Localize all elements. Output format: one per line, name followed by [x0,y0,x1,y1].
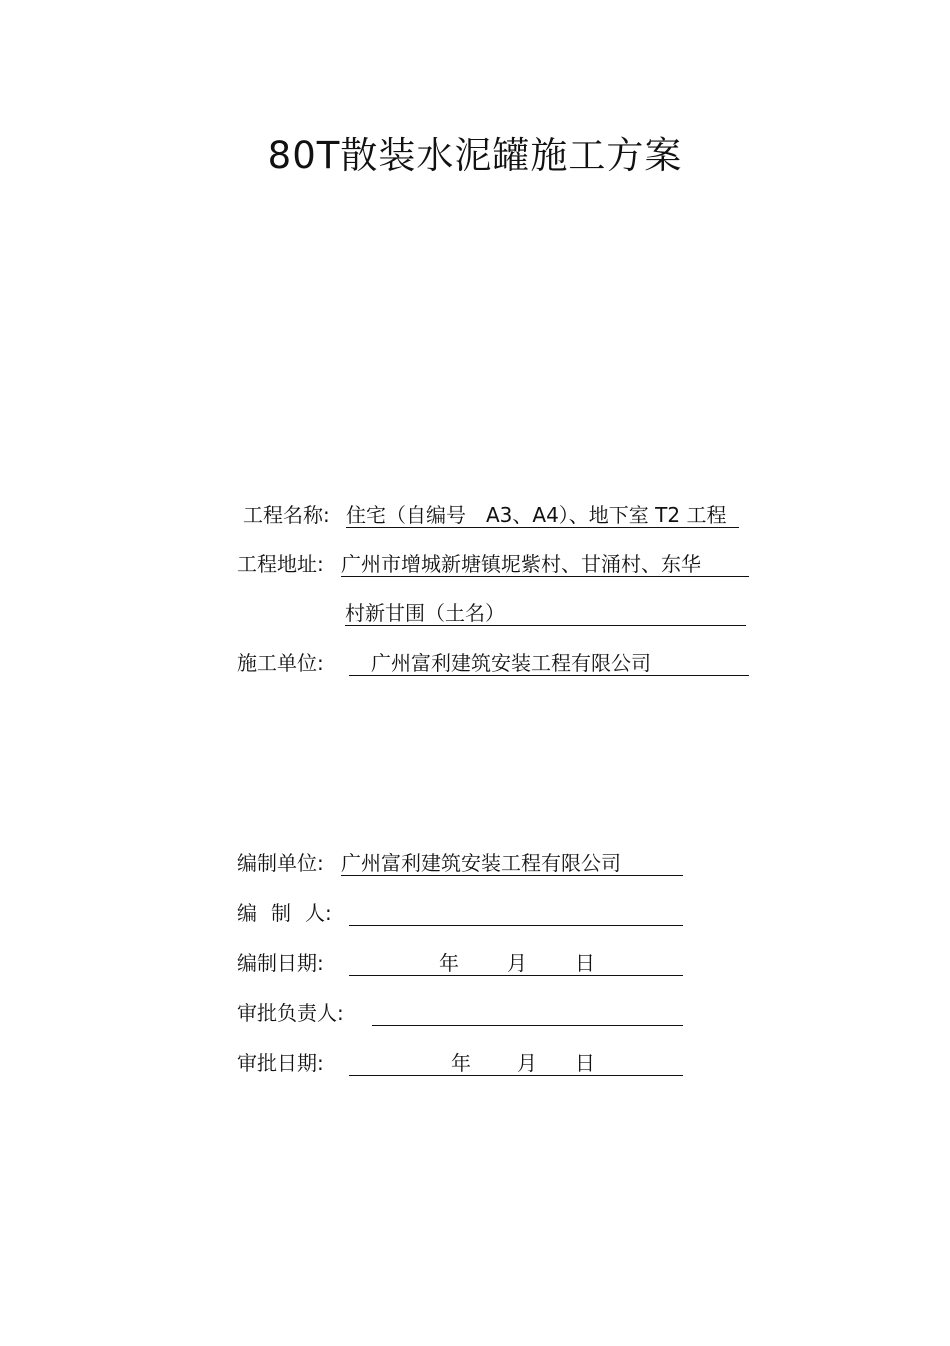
project-address-line2: 村新甘围（土名） [345,601,505,625]
author-underline [349,925,683,926]
compile-date-label: 编制日期: [237,951,324,975]
project-name-underline [346,527,739,528]
compile-unit-underline [341,875,683,876]
compile-date-row [237,948,687,978]
document-title: 80T散装水泥罐施工方案 [267,134,683,177]
compile-unit-row [237,848,687,878]
approve-date-label: 审批日期: [237,1051,324,1075]
approve-date-year: 年 [451,1051,471,1075]
contractor-value: 广州富利建筑安装工程有限公司 [371,651,651,675]
approver-underline [372,1025,683,1026]
project-address-line1: 广州市增城新塘镇坭紫村、甘涌村、东华 [341,552,701,576]
project-address-underline-1 [341,576,749,577]
compile-date-day: 日 [575,951,595,975]
author-row [237,898,687,928]
compile-date-year: 年 [439,951,459,975]
approve-date-underline [349,1075,683,1076]
contractor-underline [349,675,749,676]
approver-label: 审批负责人: [237,1001,344,1025]
author-label-char-1: 编 [237,901,257,925]
approve-date-row [237,1048,687,1078]
author-label-char-2: 制 [271,901,291,925]
project-name-value: 住宅（自编号 A3、A4）、地下室 T2 工程 [346,503,727,527]
compile-unit-label: 编制单位: [237,851,324,875]
author-label-char-3: 人: [305,901,332,925]
approve-date-month: 月 [517,1051,537,1075]
approve-date-day: 日 [575,1051,595,1075]
project-address-row-2 [237,598,752,628]
compile-date-underline [349,975,683,976]
project-address-label: 工程地址: [237,552,324,576]
compile-date-month: 月 [507,951,527,975]
approver-row [237,998,687,1028]
project-address-row [237,549,752,579]
contractor-label: 施工单位: [237,651,324,675]
project-name-label: 工程名称: [243,503,330,527]
project-name-row [243,500,743,530]
compile-unit-value: 广州富利建筑安装工程有限公司 [341,851,621,875]
contractor-row [237,648,752,678]
project-address-underline-2 [345,625,746,626]
